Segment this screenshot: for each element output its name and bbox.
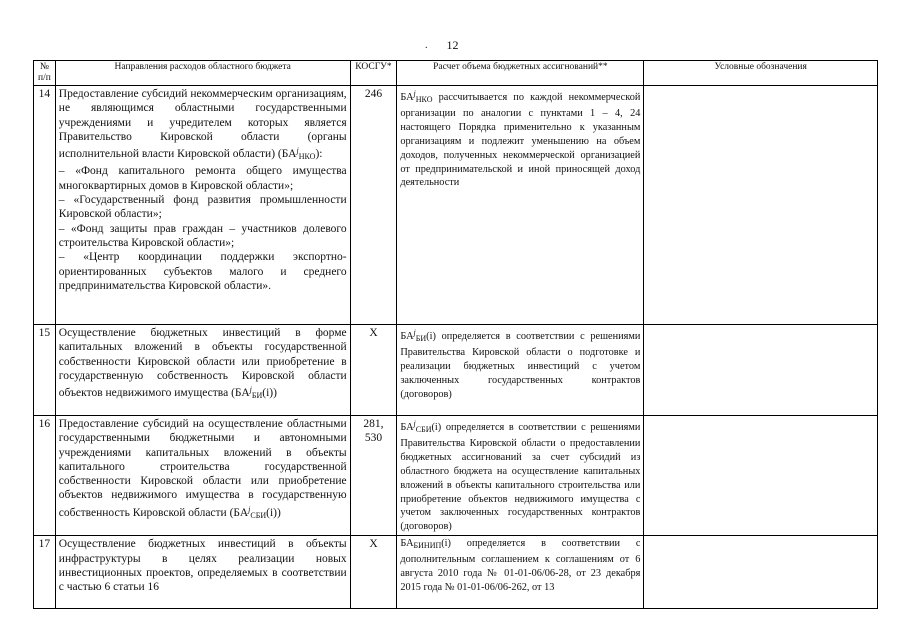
calc-cell: БАБИНИП(i) определяется в соответствии с дополнительным соглашением к соглашениям от 6 августа 2010 года № 01-01-06/06-28, от 23 декабря 2015 года № 01-01-06/06-262, от 13 (397, 536, 644, 609)
row-number: 15 (34, 325, 56, 416)
calc-cell: $БА^jНКО$ рассчитывается по каждой некоммерческой организации по аналогии с пунктами 1 – 4, 24 настоящего Порядка применительно к указанным организациям и подлежит уменьшению на объем доходов, полученных некоммерческой организацией от предпринимательской и иной приносящей доход деятельности (397, 86, 644, 325)
table-row (34, 536, 878, 609)
direction-cell: Предоставление субсидий на осуществление областными государственными бюджетными и автономными учреждениями капитальных вложений в объекты капитального строительства государственной собственности Кировской области или приобретение объектов недвижимого имущества в государственную собственность Кировской области $(БА^jСБИ(i))$ (55, 416, 350, 536)
row-number: 14 (34, 86, 56, 325)
header-num: № п/п (34, 61, 56, 86)
table-row (34, 416, 878, 536)
row-number: 16 (34, 416, 56, 536)
direction-item: – «Центр координации поддержки экспортно-ориентированных субъектов малого и среднего предпринимательства Кировской области». (58, 251, 347, 292)
legend-cell (644, 86, 878, 325)
legend-cell (644, 325, 878, 416)
direction-cell: Осуществление бюджетных инвестиций в объекты инфраструктуры в целях реализации новых инвестиционных проектов, определяемых в соответствии с частью 6 статьи 16 (55, 536, 350, 609)
table-header-row (34, 61, 878, 86)
kosgu-cell: Х (350, 536, 397, 609)
direction-intro: Предоставление субсидий некоммерческим организациям, не являющимся областными государственными учреждениями и учредителем которых является Правительство Кировской области (органы исполнительной власти Кировской области) $(БА^jНКО)$: (58, 88, 347, 162)
direction-item: – «Фонд защиты прав граждан – участников долевого строительства Кировской области»; (58, 222, 347, 249)
kosgu-cell: Х (350, 325, 397, 416)
direction-item: – «Фонд капитального ремонта общего имущества многоквартирных домов в Кировской области»; (58, 165, 347, 192)
header-calc: Расчет объема бюджетных ассигнований** (397, 61, 644, 86)
calc-cell: $БА^jСБИ(i)$ определяется в соответствии с решениями Правительства Кировской области о предоставлении бюджетных ассигнований за счет субсидий из областного бюджета на осуществление капитальных вложений в объекты капитального строительства или приобретение объектов недвижимого имущества с учетом заключенных государственных контрактов (договоров) (397, 416, 644, 536)
budget-table (33, 60, 878, 609)
kosgu-cell: 281, 530 (350, 416, 397, 536)
table-row (34, 86, 878, 325)
header-legend: Условные обозначения (644, 61, 878, 86)
direction-item: – «Государственный фонд развития промышленности Кировской области»; (58, 194, 347, 221)
kosgu-cell: 246 (350, 86, 397, 325)
header-direction: Направления расходов областного бюджета (55, 61, 350, 86)
direction-cell: Осуществление бюджетных инвестиций в форме капитальных вложений в объекты государственной собственности Кировской области или приобретение в государственную собственность Кировской области объектов недвижимого имущества $(БА^jБИ(i))$ (55, 325, 350, 416)
calc-cell: $БА^jБИ(i)$ определяется в соответствии с решениями Правительства Кировской области о подготовке и реализации бюджетных инвестиций с учетом заключенных государственных контрактов (договоров) (397, 325, 644, 416)
table-row (34, 325, 878, 416)
row-number: 17 (34, 536, 56, 609)
scan-dot: . (425, 40, 428, 51)
legend-cell (644, 416, 878, 536)
page-number: 12 (446, 38, 459, 52)
direction-cell (55, 86, 350, 325)
header-kosgu: КОСГУ* (350, 61, 397, 86)
legend-cell (644, 536, 878, 609)
